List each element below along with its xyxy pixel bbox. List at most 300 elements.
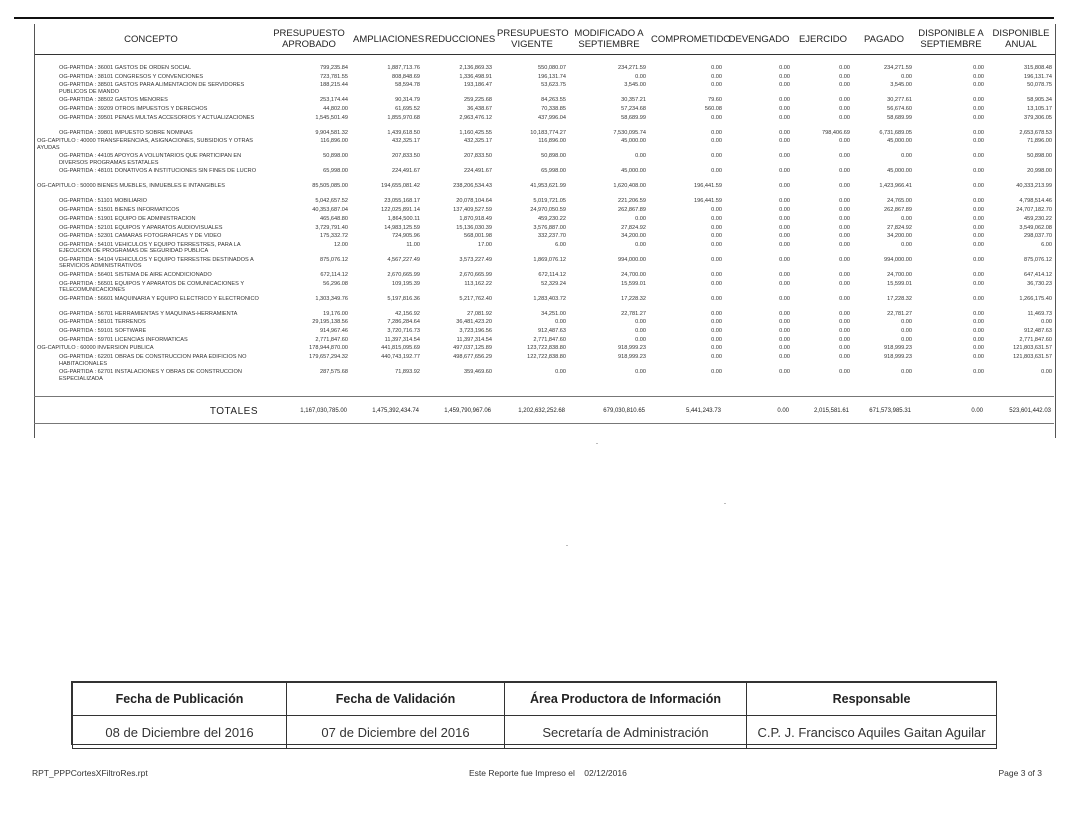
row-disp-sep: 0.00 xyxy=(973,327,984,334)
col-disponible-anual: DISPONIBLE ANUAL xyxy=(987,24,1055,55)
row-reducciones: 432,325.17 xyxy=(464,138,492,145)
row-disp-anual: 0.00 xyxy=(1041,319,1052,326)
row-comprometido: 0.00 xyxy=(711,310,722,317)
row-concepto: OG-CAPITULO : 50000 BIENES MUEBLES, INMUEBLES E INTANGIBLES xyxy=(37,183,225,190)
row-devengado: 0.00 xyxy=(779,183,790,190)
row-concepto: OG-CAPITULO : 60000 INVERSION PUBLICA xyxy=(37,345,154,352)
row-comprometido: 0.00 xyxy=(711,271,722,278)
row-aprobado: 5,042,657.52 xyxy=(315,198,348,205)
row-comprometido: 0.00 xyxy=(711,138,722,145)
row-vigente: 196,131.74 xyxy=(538,73,566,80)
row-ampliaciones: 42,156.92 xyxy=(395,310,420,317)
total-ejercido: 2,015,581.61 xyxy=(813,408,849,414)
total-disponible-septiembre: 0.00 xyxy=(971,408,983,414)
row-disp-anual: 6.00 xyxy=(1041,241,1052,248)
row-ejercido: 0.00 xyxy=(839,336,850,343)
footer-report-name: RPT_PPPCortesXFiltroRes.rpt xyxy=(32,768,148,778)
fecha-publicacion-value: 08 de Diciembre del 2016 xyxy=(73,716,287,749)
scan-speck xyxy=(566,545,568,546)
row-aprobado: 188,215.44 xyxy=(320,82,348,89)
scan-speck xyxy=(596,443,598,444)
row-pagado: 0.00 xyxy=(901,153,912,160)
row-aprobado: 50,898.00 xyxy=(323,153,348,160)
table-row xyxy=(35,168,1055,183)
table-row xyxy=(35,138,1055,153)
row-pagado: 994,000.00 xyxy=(884,256,912,263)
total-vigente: 1,202,632,252.68 xyxy=(518,408,565,414)
row-disp-sep: 0.00 xyxy=(973,65,984,71)
row-aprobado: 875,076.12 xyxy=(320,256,348,263)
row-pagado: 0.00 xyxy=(901,369,912,375)
row-vigente: 52,329.24 xyxy=(541,280,566,287)
row-aprobado: 2,771,847.60 xyxy=(315,336,348,343)
row-concepto: OG-PARTIDA : 59701 LICENCIAS INFORMATICAS xyxy=(59,336,188,343)
row-concepto: OG-PARTIDA : 48101 DONATIVOS A INSTITUCIONES SIN FINES DE LUCRO xyxy=(59,168,257,175)
row-pagado: 0.00 xyxy=(901,319,912,326)
row-ampliaciones: 71,893.92 xyxy=(395,369,420,375)
row-ejercido: 0.00 xyxy=(839,207,850,214)
row-comprometido: 0.00 xyxy=(711,295,722,302)
table-row xyxy=(35,354,1055,369)
row-comprometido: 0.00 xyxy=(711,280,722,287)
row-ampliaciones: 58,594.78 xyxy=(395,82,420,89)
row-aprobado: 12.00 xyxy=(334,241,348,248)
row-concepto: OG-PARTIDA : 58101 TERRENOS xyxy=(59,319,146,326)
row-concepto: OG-PARTIDA : 52101 EQUIPOS Y APARATOS AUDIOVISUALES xyxy=(59,224,223,231)
row-ejercido: 0.00 xyxy=(839,183,850,190)
table-row xyxy=(35,130,1055,139)
row-concepto: OG-PARTIDA : 56401 SISTEMA DE AIRE ACONDICIONADO xyxy=(59,271,212,278)
row-ejercido: 0.00 xyxy=(839,280,850,287)
row-ampliaciones: 441,815,095.69 xyxy=(381,345,420,352)
row-reducciones: 36,481,423.20 xyxy=(456,319,492,326)
row-reducciones: 20,078,104.64 xyxy=(456,198,492,205)
row-reducciones: 2,963,476.12 xyxy=(459,114,492,121)
row-devengado: 0.00 xyxy=(779,97,790,104)
row-disp-sep: 0.00 xyxy=(973,73,984,80)
row-disp-sep: 0.00 xyxy=(973,138,984,145)
row-pagado: 0.00 xyxy=(901,336,912,343)
fecha-validacion-label: Fecha de Validación xyxy=(287,683,505,716)
row-modificado: 0.00 xyxy=(635,215,646,222)
row-devengado: 0.00 xyxy=(779,114,790,121)
row-ejercido: 0.00 xyxy=(839,241,850,248)
row-ejercido: 0.00 xyxy=(839,114,850,121)
row-disp-sep: 0.00 xyxy=(973,241,984,248)
row-ejercido: 0.00 xyxy=(839,345,850,352)
row-comprometido: 0.00 xyxy=(711,256,722,263)
row-disp-anual: 50,898.00 xyxy=(1027,153,1052,160)
col-ampliaciones: AMPLIACIONES xyxy=(351,24,423,55)
row-ampliaciones: 1,855,970.68 xyxy=(387,114,420,121)
row-disp-sep: 0.00 xyxy=(973,310,984,317)
row-pagado: 58,689.99 xyxy=(887,114,912,121)
row-concepto: OG-PARTIDA : 59101 SOFTWARE xyxy=(59,327,147,334)
row-devengado: 0.00 xyxy=(779,271,790,278)
col-devengado: DEVENGADO xyxy=(725,24,793,55)
row-reducciones: 3,573,227.49 xyxy=(459,256,492,263)
col-presupuesto-aprobado: PRESUPUESTO APROBADO xyxy=(267,24,351,55)
row-concepto: OG-PARTIDA : 52301 CAMARAS FOTOGRAFICAS Y DE VIDEO xyxy=(59,233,222,240)
row-vigente: 84,263.55 xyxy=(541,97,566,104)
row-disp-sep: 0.00 xyxy=(973,369,984,375)
row-ampliaciones: 11,397,314.54 xyxy=(384,336,420,343)
table-row xyxy=(35,242,1055,257)
row-aprobado: 799,235.84 xyxy=(320,65,348,71)
row-comprometido: 0.00 xyxy=(711,354,722,360)
row-disp-anual: 912,487.63 xyxy=(1024,327,1052,334)
row-comprometido: 0.00 xyxy=(711,233,722,240)
total-devengado: 0.00 xyxy=(777,408,789,414)
row-devengado: 0.00 xyxy=(779,336,790,343)
row-vigente: 459,230.22 xyxy=(538,215,566,222)
row-disp-anual: 58,905.34 xyxy=(1027,97,1052,104)
row-pagado: 0.00 xyxy=(901,327,912,334)
col-presupuesto-vigente: PRESUPUESTO VIGENTE xyxy=(495,24,569,55)
row-modificado: 45,000.00 xyxy=(621,138,646,145)
total-pagado: 671,573,985.31 xyxy=(869,408,911,414)
row-aprobado: 178,944,870.00 xyxy=(309,345,348,352)
row-modificado: 7,530,095.74 xyxy=(613,129,646,136)
row-concepto: OG-PARTIDA : 51101 MOBILIARIO xyxy=(59,198,147,205)
total-disponible-anual: 523,601,442.03 xyxy=(1009,408,1051,414)
row-reducciones: 17.00 xyxy=(478,241,492,248)
col-concepto: CONCEPTO xyxy=(35,24,267,55)
budget-table xyxy=(35,24,1055,384)
row-reducciones: 113,162.22 xyxy=(464,280,492,287)
row-concepto: OG-PARTIDA : 44105 APOYOS A VOLUNTARIOS QUE PARTICIPAN EN DIVERSOS PROGRAMAS ESTATALES xyxy=(59,153,242,166)
row-vigente: 10,183,774.27 xyxy=(530,129,566,136)
row-ejercido: 0.00 xyxy=(839,271,850,278)
row-devengado: 0.00 xyxy=(779,224,790,231)
row-concepto: OG-PARTIDA : 38101 CONGRESOS Y CONVENCIONES xyxy=(59,73,204,80)
responsable-label: Responsable xyxy=(747,683,997,716)
row-modificado: 24,700.00 xyxy=(621,271,646,278)
row-vigente: 672,114.12 xyxy=(538,271,566,278)
row-ejercido: 0.00 xyxy=(839,224,850,231)
row-concepto: OG-PARTIDA : 36001 GASTOS DE ORDEN SOCIAL xyxy=(59,65,192,71)
row-reducciones: 15,136,030.39 xyxy=(456,224,492,231)
row-disp-anual: 2,653,678.53 xyxy=(1019,129,1052,136)
row-comprometido: 0.00 xyxy=(711,207,722,214)
row-aprobado: 179,657,294.32 xyxy=(309,354,348,360)
budget-report xyxy=(34,24,1056,438)
footer-printed-label: Este Reporte fue Impreso el xyxy=(469,768,575,778)
row-disp-anual: 298,037.70 xyxy=(1024,233,1052,240)
row-ejercido: 0.00 xyxy=(839,106,850,113)
table-row xyxy=(35,337,1055,346)
row-disp-anual: 4,798,514.46 xyxy=(1019,198,1052,205)
row-reducciones: 5,217,762.40 xyxy=(459,295,492,302)
table-row xyxy=(35,82,1055,97)
row-ejercido: 0.00 xyxy=(839,327,850,334)
fecha-publicacion-label: Fecha de Publicación xyxy=(73,683,287,716)
row-vigente: 3,576,887.00 xyxy=(533,224,566,231)
row-modificado: 221,206.59 xyxy=(618,198,646,205)
row-pagado: 34,200.00 xyxy=(887,233,912,240)
row-disp-sep: 0.00 xyxy=(973,271,984,278)
row-reducciones: 1,870,918.49 xyxy=(459,215,492,222)
row-ampliaciones: 122,025,891.14 xyxy=(381,207,420,214)
row-comprometido: 0.00 xyxy=(711,82,722,89)
row-comprometido: 0.00 xyxy=(711,327,722,334)
fecha-validacion-value: 07 de Diciembre del 2016 xyxy=(287,716,505,749)
row-devengado: 0.00 xyxy=(779,198,790,205)
row-reducciones: 193,186.47 xyxy=(464,82,492,89)
table-header-row xyxy=(35,24,1055,55)
row-vigente: 0.00 xyxy=(555,369,566,375)
table-row xyxy=(35,296,1055,311)
row-modificado: 45,000.00 xyxy=(621,168,646,175)
col-pagado: PAGADO xyxy=(853,24,915,55)
row-disp-anual: 315,808.48 xyxy=(1024,65,1052,71)
row-comprometido: 0.00 xyxy=(711,215,722,222)
table-row xyxy=(35,115,1055,130)
row-disp-anual: 121,803,631.57 xyxy=(1013,354,1052,360)
row-ampliaciones: 207,833.50 xyxy=(392,153,420,160)
area-productora-value: Secretaría de Administración xyxy=(505,716,747,749)
row-ampliaciones: 109,195.39 xyxy=(392,280,420,287)
row-disp-sep: 0.00 xyxy=(973,106,984,113)
row-disp-sep: 0.00 xyxy=(973,207,984,214)
row-disp-anual: 13,105.17 xyxy=(1027,106,1052,113)
row-disp-sep: 0.00 xyxy=(973,280,984,287)
row-comprometido: 0.00 xyxy=(711,345,722,352)
row-vigente: 50,898.00 xyxy=(541,153,566,160)
col-modificado: MODIFICADO A SEPTIEMBRE xyxy=(569,24,649,55)
row-disp-sep: 0.00 xyxy=(973,224,984,231)
row-aprobado: 1,303,349.76 xyxy=(315,295,348,302)
row-concepto: OG-PARTIDA : 56501 EQUIPOS Y APARATOS DE COMUNICACIONES Y TELECOMUNICACIONES xyxy=(59,280,244,294)
row-vigente: 1,869,076.12 xyxy=(533,256,566,263)
row-pagado: 918,999.23 xyxy=(884,345,912,352)
row-disp-sep: 0.00 xyxy=(973,295,984,302)
row-modificado: 0.00 xyxy=(635,153,646,160)
row-disp-sep: 0.00 xyxy=(973,319,984,326)
row-aprobado: 287,575.68 xyxy=(320,369,348,375)
row-aprobado: 9,904,581.32 xyxy=(315,129,348,136)
footer-printed xyxy=(469,768,627,778)
total-comprometido: 5,441,243.73 xyxy=(685,408,721,414)
row-vigente: 41,953,621.99 xyxy=(530,183,566,190)
row-concepto: OG-PARTIDA : 56701 HERRAMIENTAS Y MAQUINAS-HERRAMIENTA xyxy=(59,310,238,317)
table-row xyxy=(35,311,1055,320)
row-vigente: 24,970,050.59 xyxy=(530,207,566,214)
row-ejercido: 0.00 xyxy=(839,256,850,263)
row-pagado: 0.00 xyxy=(901,241,912,248)
row-aprobado: 85,505,085.00 xyxy=(312,183,348,190)
row-reducciones: 568,001.98 xyxy=(464,233,492,240)
row-comprometido: 0.00 xyxy=(711,224,722,231)
row-devengado: 0.00 xyxy=(779,233,790,240)
row-concepto: OG-PARTIDA : 54101 VEHICULOS Y EQUIPO TERRESTRES, PARA LA EJECUCION DE PROGRAMAS DE SEGURIDAD PUBLICA xyxy=(59,241,241,255)
row-reducciones: 11,397,314.54 xyxy=(456,336,492,343)
row-concepto: OG-PARTIDA : 51501 BIENES INFORMATICOS xyxy=(59,207,180,214)
row-devengado: 0.00 xyxy=(779,345,790,352)
row-devengado: 0.00 xyxy=(779,168,790,175)
total-reducciones: 1,459,790,967.06 xyxy=(444,408,491,414)
row-disp-sep: 0.00 xyxy=(973,168,984,175)
row-pagado: 27,824.92 xyxy=(887,224,912,231)
row-disp-sep: 0.00 xyxy=(973,345,984,352)
table-row xyxy=(35,74,1055,83)
row-modificado: 0.00 xyxy=(635,241,646,248)
row-vigente: 65,998.00 xyxy=(541,168,566,175)
row-ejercido: 0.00 xyxy=(839,310,850,317)
row-pagado: 15,599.01 xyxy=(887,280,912,287)
row-comprometido: 0.00 xyxy=(711,73,722,80)
row-aprobado: 65,998.00 xyxy=(323,168,348,175)
row-concepto: OG-PARTIDA : 62201 OBRAS DE CONSTRUCCION PARA EDIFICIOS NO HABITACIONALES xyxy=(59,354,247,367)
row-modificado: 17,228.32 xyxy=(621,295,646,302)
row-concepto: OG-PARTIDA : 39801 IMPUESTO SOBRE NOMINAS xyxy=(59,129,193,136)
row-comprometido: 196,441.59 xyxy=(694,198,722,205)
row-disp-anual: 121,803,631.57 xyxy=(1013,345,1052,352)
row-aprobado: 672,114.12 xyxy=(320,271,348,278)
row-ejercido: 0.00 xyxy=(839,168,850,175)
row-pagado: 45,000.00 xyxy=(887,138,912,145)
row-ampliaciones: 7,286,284.64 xyxy=(387,319,420,326)
row-reducciones: 224,491.67 xyxy=(464,168,492,175)
row-modificado: 0.00 xyxy=(635,336,646,343)
row-ampliaciones: 224,491.67 xyxy=(392,168,420,175)
row-ampliaciones: 808,848.69 xyxy=(392,73,420,80)
table-row xyxy=(35,207,1055,216)
row-ampliaciones: 11.00 xyxy=(406,241,420,248)
row-modificado: 262,867.89 xyxy=(618,207,646,214)
footer-page-number: Page 3 of 3 xyxy=(998,768,1042,778)
row-disp-sep: 0.00 xyxy=(973,215,984,222)
row-modificado: 1,620,408.00 xyxy=(613,183,646,190)
row-vigente: 5,019,721.05 xyxy=(533,198,566,205)
row-ejercido: 0.00 xyxy=(839,233,850,240)
row-vigente: 6.00 xyxy=(555,241,566,248)
row-modificado: 994,000.00 xyxy=(618,256,646,263)
row-aprobado: 29,195,138.56 xyxy=(312,319,348,326)
row-vigente: 34,251.00 xyxy=(541,310,566,317)
row-disp-anual: 36,730.23 xyxy=(1027,280,1052,287)
row-disp-sep: 0.00 xyxy=(973,153,984,160)
row-reducciones: 2,136,869.33 xyxy=(459,65,492,71)
row-reducciones: 498,677,656.29 xyxy=(453,354,492,360)
row-devengado: 0.00 xyxy=(779,295,790,302)
row-ampliaciones: 1,887,713.76 xyxy=(387,65,420,71)
table-row xyxy=(35,233,1055,242)
row-ampliaciones: 724,905.96 xyxy=(392,233,420,240)
row-reducciones: 238,206,534.43 xyxy=(453,183,492,190)
row-comprometido: 0.00 xyxy=(711,241,722,248)
row-aprobado: 253,174.44 xyxy=(320,97,348,104)
row-ampliaciones: 4,567,227.49 xyxy=(387,256,420,263)
row-concepto: OG-PARTIDA : 39209 OTROS IMPUESTOS Y DERECHOS xyxy=(59,106,208,113)
table-row xyxy=(35,272,1055,281)
row-pagado: 234,271.59 xyxy=(884,65,912,71)
row-devengado: 0.00 xyxy=(779,138,790,145)
row-ejercido: 0.00 xyxy=(839,82,850,89)
row-disp-anual: 1,266,175.40 xyxy=(1019,295,1052,302)
row-pagado: 0.00 xyxy=(901,215,912,222)
row-comprometido: 0.00 xyxy=(711,65,722,71)
row-ejercido: 0.00 xyxy=(839,198,850,205)
row-disp-anual: 2,771,847.60 xyxy=(1019,336,1052,343)
row-ampliaciones: 14,983,125.59 xyxy=(384,224,420,231)
totals-label: TOTALES xyxy=(209,405,258,417)
row-pagado: 262,867.89 xyxy=(884,207,912,214)
table-row xyxy=(35,225,1055,234)
row-disp-sep: 0.00 xyxy=(973,198,984,205)
row-ampliaciones: 440,743,192.77 xyxy=(381,354,420,360)
row-pagado: 45,000.00 xyxy=(887,168,912,175)
table-row xyxy=(35,153,1055,168)
row-devengado: 0.00 xyxy=(779,327,790,334)
row-disp-anual: 24,707,182.70 xyxy=(1016,207,1052,214)
row-modificado: 918,999.23 xyxy=(618,345,646,352)
row-ejercido: 0.00 xyxy=(839,215,850,222)
row-aprobado: 56,296.08 xyxy=(323,280,348,287)
row-modificado: 0.00 xyxy=(635,327,646,334)
row-modificado: 3,545.00 xyxy=(624,82,646,89)
row-reducciones: 1,336,498.91 xyxy=(459,73,492,80)
row-vigente: 550,080.07 xyxy=(538,65,566,71)
row-ejercido: 0.00 xyxy=(839,354,850,360)
row-comprometido: 0.00 xyxy=(711,114,722,121)
row-ejercido: 0.00 xyxy=(839,295,850,302)
top-rule xyxy=(14,17,1054,19)
row-pagado: 30,277.61 xyxy=(887,97,912,104)
row-modificado: 27,824.92 xyxy=(621,224,646,231)
row-ampliaciones: 5,197,816.36 xyxy=(387,295,420,302)
table-row xyxy=(35,106,1055,115)
row-aprobado: 44,802.00 xyxy=(323,106,348,113)
totals-row xyxy=(34,396,1054,424)
row-vigente: 70,338.85 xyxy=(541,106,566,113)
row-ampliaciones: 432,325.17 xyxy=(392,138,420,145)
row-comprometido: 0.00 xyxy=(711,336,722,343)
row-aprobado: 723,781.55 xyxy=(320,73,348,80)
row-aprobado: 1,545,501.49 xyxy=(315,114,348,121)
table-row xyxy=(35,345,1055,354)
row-disp-anual: 647,414.12 xyxy=(1024,271,1052,278)
row-disp-sep: 0.00 xyxy=(973,129,984,136)
row-reducciones: 27,081.92 xyxy=(467,310,492,317)
row-devengado: 0.00 xyxy=(779,354,790,360)
row-pagado: 918,999.23 xyxy=(884,354,912,360)
row-vigente: 0.00 xyxy=(555,319,566,326)
row-devengado: 0.00 xyxy=(779,65,790,71)
row-comprometido: 0.00 xyxy=(711,319,722,326)
row-disp-sep: 0.00 xyxy=(973,354,984,360)
row-disp-anual: 11,469.73 xyxy=(1027,310,1052,317)
row-comprometido: 560.08 xyxy=(704,106,722,113)
row-pagado: 17,228.32 xyxy=(887,295,912,302)
row-comprometido: 0.00 xyxy=(711,129,722,136)
row-devengado: 0.00 xyxy=(779,241,790,248)
row-ejercido: 0.00 xyxy=(839,65,850,71)
row-devengado: 0.00 xyxy=(779,82,790,89)
row-ejercido: 0.00 xyxy=(839,369,850,375)
row-concepto: OG-PARTIDA : 56601 MAQUINARIA Y EQUIPO ELECTRICO Y ELECTRONICO xyxy=(59,295,259,302)
row-reducciones: 3,723,196.56 xyxy=(459,327,492,334)
row-disp-anual: 875,076.12 xyxy=(1024,256,1052,263)
row-ampliaciones: 23,055,168.17 xyxy=(384,198,420,205)
row-disp-sep: 0.00 xyxy=(973,97,984,104)
table-row xyxy=(35,65,1055,74)
row-ejercido: 798,406.69 xyxy=(822,129,850,136)
table-row xyxy=(35,319,1055,328)
row-vigente: 437,996.04 xyxy=(538,114,566,121)
row-concepto: OG-PARTIDA : 38502 GASTOS MENORES xyxy=(59,97,168,104)
row-ampliaciones: 1,864,500.11 xyxy=(387,215,420,222)
